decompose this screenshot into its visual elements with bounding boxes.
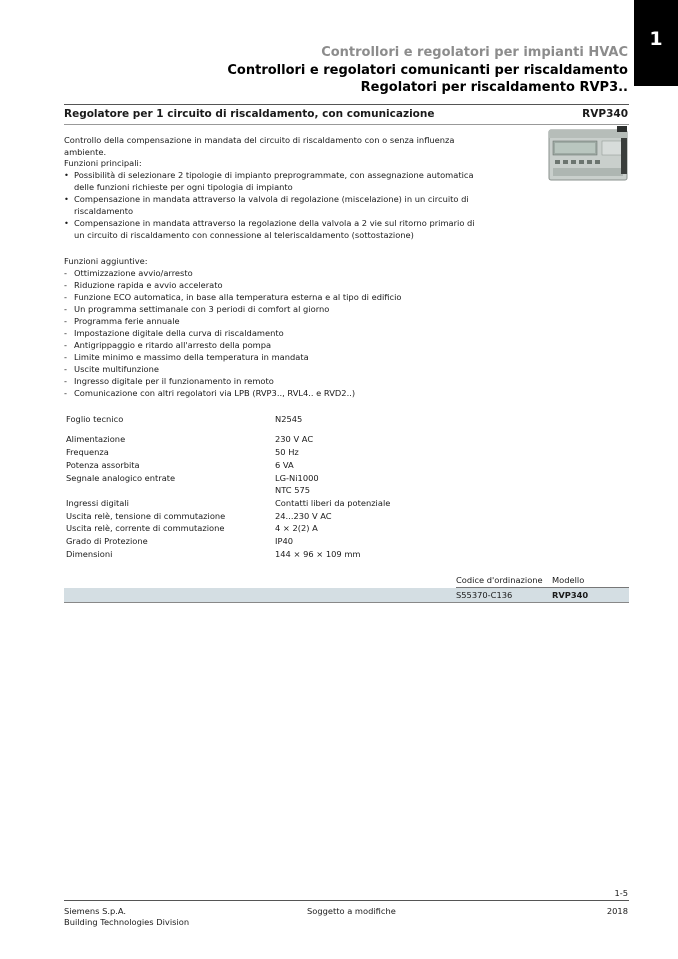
- list-item: - Comunicazione con altri regolatori via LPB (RVP3.., RVL4.. e RVD2..): [64, 387, 484, 399]
- model-header: Modello: [552, 575, 585, 585]
- spec-label: Foglio tecnico: [66, 414, 124, 424]
- footer-division: Building Technologies Division: [64, 917, 190, 927]
- spec-value: NTC 575: [275, 485, 311, 495]
- footer-company: Siemens S.p.A.: [64, 906, 127, 916]
- intro-text: Controllo della compensazione in mandata del circuito di riscaldamento con o senza influenza ambiente.: [64, 135, 455, 157]
- section-title: Regolatore per 1 circuito di riscaldamento, con comunicazione: [64, 108, 435, 120]
- additional-functions-label: Funzioni aggiuntive:: [64, 256, 148, 266]
- chapter-tab: [634, 0, 678, 86]
- list-item: - Uscite multifunzione: [64, 363, 484, 375]
- list-item: - Ingresso digitale per il funzionamento in remoto: [64, 375, 484, 387]
- list-item: • Compensazione in mandata attraverso la valvola di regolazione (miscelazione) in un circuito di riscaldamento: [64, 193, 484, 217]
- order-code-cell: S55370-C136: [456, 590, 513, 600]
- spec-value: 4 × 2(2) A: [275, 523, 318, 533]
- divider: [64, 104, 629, 105]
- spec-value: IP40: [275, 536, 294, 546]
- spec-label: Grado di Protezione: [66, 536, 148, 546]
- list-item: - Un programma settimanale con 3 periodi di comfort al giorno: [64, 303, 484, 315]
- footer-company-block: [64, 906, 189, 928]
- divider: [64, 900, 629, 901]
- spec-label: Potenza assorbita: [66, 460, 140, 470]
- footer-year: 2018: [606, 906, 628, 916]
- table-row: [64, 588, 629, 603]
- spec-value: 24...230 V AC: [275, 511, 332, 521]
- header-subcategory: Controllori e regolatori comunicanti per riscaldamento: [227, 63, 628, 78]
- spec-value: 6 VA: [275, 460, 294, 470]
- spec-label: Dimensioni: [66, 549, 113, 559]
- main-functions-list: [64, 169, 484, 241]
- spec-value: 50 Hz: [275, 447, 299, 457]
- divider: [64, 124, 629, 125]
- chapter-number: 1: [649, 28, 663, 50]
- list-item: - Funzione ECO automatica, in base alla temperatura esterna e al tipo di edificio: [64, 291, 484, 303]
- additional-functions-list: [64, 267, 484, 399]
- footer-note: Soggetto a modifiche: [307, 906, 396, 916]
- spec-label: Uscita relè, corrente di commutazione: [66, 523, 225, 533]
- spec-value: 230 V AC: [275, 434, 314, 444]
- header-category: Controllori e regolatori per impianti HVAC: [321, 45, 628, 60]
- list-item: • Possibilità di selezionare 2 tipologie di impianto preprogrammate, con assegnazione automatica delle funzioni richieste per ogni tipologia di impianto: [64, 169, 484, 193]
- spec-value: 144 × 96 × 109 mm: [275, 549, 361, 559]
- header-family: Regolatori per riscaldamento RVP3..: [360, 80, 628, 95]
- spec-value: LG-Ni1000: [275, 473, 319, 483]
- controller-device-image: [547, 124, 629, 184]
- model-cell: RVP340: [552, 590, 589, 600]
- spec-label: Frequenza: [66, 447, 109, 457]
- list-item: - Riduzione rapida e avvio accelerato: [64, 279, 484, 291]
- list-item: - Antigrippaggio e ritardo all'arresto della pompa: [64, 339, 484, 351]
- list-item: • Compensazione in mandata attraverso la regolazione della valvola a 2 vie sul ritorno primario di un circuito di riscaldamento con connessione al teleriscaldamento (sottostazione): [64, 217, 484, 241]
- spec-label: Segnale analogico entrate: [66, 473, 176, 483]
- page-number: 1-5: [614, 888, 628, 898]
- list-item: - Impostazione digitale della curva di riscaldamento: [64, 327, 484, 339]
- order-code-header: Codice d'ordinazione: [456, 575, 543, 585]
- spec-label: Alimentazione: [66, 434, 126, 444]
- spec-value: N2545: [275, 414, 303, 424]
- spec-label: Uscita relè, tensione di commutazione: [66, 511, 226, 521]
- list-item: - Limite minimo e massimo della temperatura in mandata: [64, 351, 484, 363]
- spec-value: Contatti liberi da potenziale: [275, 498, 391, 508]
- section-model: RVP340: [582, 108, 628, 120]
- list-item: - Programma ferie annuale: [64, 315, 484, 327]
- list-item: - Ottimizzazione avvio/arresto: [64, 267, 484, 279]
- spec-label: Ingressi digitali: [66, 498, 129, 508]
- main-functions-label: Funzioni principali:: [64, 158, 142, 168]
